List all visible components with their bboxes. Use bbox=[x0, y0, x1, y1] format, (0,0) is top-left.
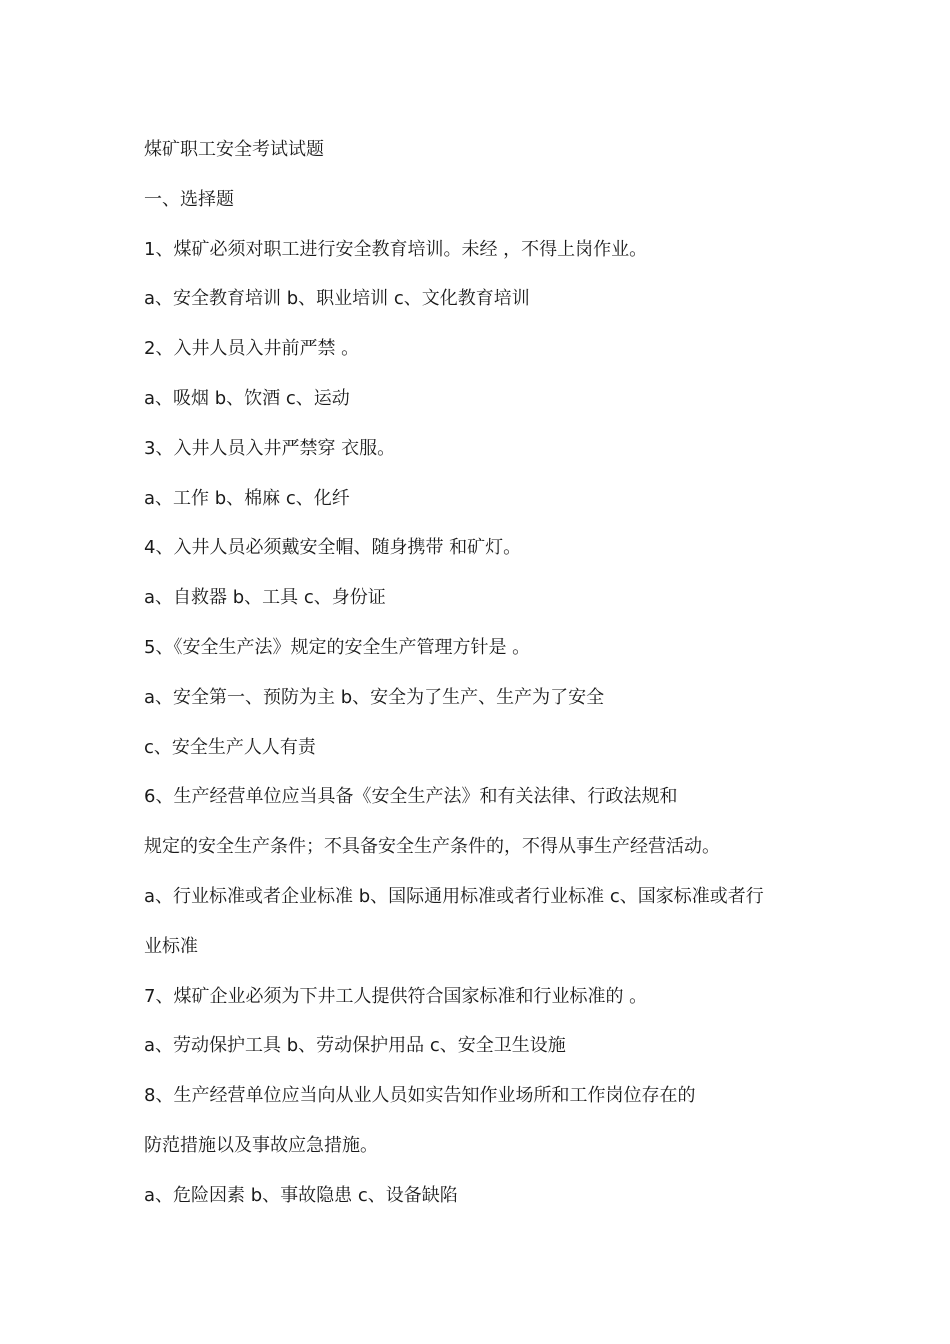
question-7: 7、煤矿企业必须为下井工人提供符合国家标准和行业标准的 。 bbox=[144, 985, 648, 1007]
document-body bbox=[144, 133, 824, 1229]
question-6-options-cont: 业标准 bbox=[144, 935, 198, 957]
question-1: 1、煤矿必须对职工进行安全教育培训。未经 ，不得上岗作业。 bbox=[144, 238, 648, 260]
question-5-options-cont: c、安全生产人人有责 bbox=[144, 736, 316, 758]
question-8-cont: 防范措施以及事故应急措施。 bbox=[144, 1134, 378, 1156]
question-2: 2、入井人员入井前严禁 。 bbox=[144, 338, 360, 360]
question-6-options: a、行业标准或者企业标准 b、国际通用标准或者行业标准 c、国家标准或者行 bbox=[144, 885, 764, 907]
question-6-cont: 规定的安全生产条件；不具备安全生产条件的，不得从事生产经营活动。 bbox=[144, 836, 720, 858]
question-5: 5、《安全生产法》规定的安全生产管理方针是 。 bbox=[144, 636, 531, 658]
question-6: 6、生产经营单位应当具备《安全生产法》和有关法律、行政法规和 bbox=[144, 786, 678, 808]
question-3: 3、入井人员入井严禁穿 衣服。 bbox=[144, 437, 396, 459]
section-heading: 一、选择题 bbox=[144, 188, 234, 210]
question-2-options: a、吸烟 b、饮酒 c、运动 bbox=[144, 387, 350, 409]
question-8-options: a、危险因素 b、事故隐患 c、设备缺陷 bbox=[144, 1184, 458, 1206]
question-5-options: a、安全第一、预防为主 b、安全为了生产、生产为了安全 bbox=[144, 686, 605, 708]
question-7-options: a、劳动保护工具 b、劳动保护用品 c、安全卫生设施 bbox=[144, 1035, 566, 1057]
question-4-options: a、自救器 b、工具 c、身份证 bbox=[144, 587, 386, 609]
question-4: 4、入井人员必须戴安全帽、随身携带 和矿灯。 bbox=[144, 537, 522, 559]
question-8: 8、生产经营单位应当向从业人员如实告知作业场所和工作岗位存在的 bbox=[144, 1085, 696, 1107]
question-1-options: a、安全教育培训 b、职业培训 c、文化教育培训 bbox=[144, 288, 530, 310]
document-title: 煤矿职工安全考试试题 bbox=[144, 139, 324, 160]
question-3-options: a、工作 b、棉麻 c、化纤 bbox=[144, 487, 350, 509]
